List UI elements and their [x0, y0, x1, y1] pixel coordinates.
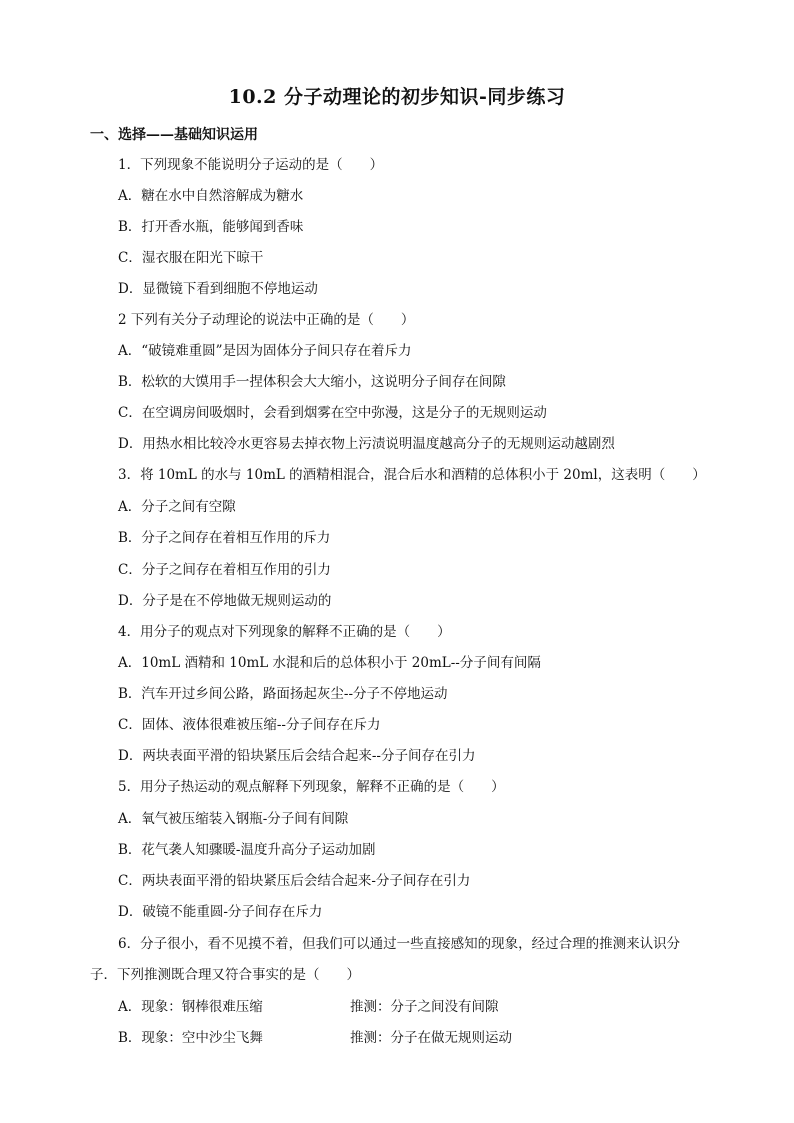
question-4-option-b: B．汽车开过乡间公路，路面扬起灰尘--分子不停地运动 — [118, 686, 448, 702]
question-3-option-c: C．分子之间存在着相互作用的引力 — [118, 562, 331, 578]
question-6-option-b-inference: 推测：分子在做无规则运动 — [350, 1030, 512, 1046]
question-2-option-a: A．“破镜难重圆”是因为固体分子间只存在着斥力 — [118, 343, 412, 359]
page-title: 10.2 分子动理论的初步知识-同步练习 — [228, 86, 566, 108]
question-5-option-b: B．花气袭人知骤暖-温度升高分子运动加剧 — [118, 842, 376, 858]
question-6-option-a-inference: 推测：分子之间没有间隙 — [350, 999, 499, 1015]
question-2-option-d: D．用热水相比较冷水更容易去掉衣物上污渍说明温度越高分子的无规则运动越剧烈 — [118, 436, 615, 452]
question-2-option-b: B．松软的大馍用手一捏体积会大大缩小，这说明分子间存在间隙 — [118, 374, 506, 390]
question-1-option-a: A．糖在水中自然溶解成为糖水 — [118, 188, 304, 204]
question-5-stem: 5．用分子热运动的观点解释下列现象，解释不正确的是（ ） — [118, 779, 505, 795]
question-6-option-b-phenomenon: B．现象：空中沙尘飞舞 — [118, 1030, 263, 1046]
question-2-option-c: C．在空调房间吸烟时，会看到烟雾在空中弥漫，这是分子的无规则运动 — [118, 405, 547, 421]
question-3-stem: 3．将 10mL 的水与 10mL 的酒精相混合，混合后水和酒精的总体积小于 20ml，这表明（ ） — [118, 467, 706, 483]
question-4-option-d: D．两块表面平滑的铅块紧压后会结合起来--分子间存在引力 — [118, 748, 476, 764]
question-3-option-d: D．分子是在不停地做无规则运动的 — [118, 593, 332, 609]
question-5-option-c: C．两块表面平滑的铅块紧压后会结合起来-分子间存在引力 — [118, 873, 471, 889]
question-1-option-b: B．打开香水瓶，能够闻到香味 — [118, 219, 304, 235]
question-2-stem: 2 下列有关分子动理论的说法中正确的是（ ） — [118, 312, 415, 328]
question-5-option-d: D．破镜不能重圆-分子间存在斥力 — [118, 904, 323, 920]
question-4-option-c: C．固体、液体很难被压缩--分子间存在斥力 — [118, 717, 381, 733]
question-4-stem: 4．用分子的观点对下列现象的解释不正确的是（ ） — [118, 624, 451, 640]
question-4-option-a: A．10mL 酒精和 10mL 水混和后的总体积小于 20mL--分子间有间隔 — [118, 655, 541, 671]
question-3-option-a: A．分子之间有空隙 — [118, 499, 236, 515]
question-6-stem-line1: 6．分子很小，看不见摸不着，但我们可以通过一些直接感知的现象，经过合理的推测来认识分 — [118, 936, 681, 952]
question-1-option-c: C．湿衣服在阳光下晾干 — [118, 250, 264, 266]
question-5-option-a: A．氧气被压缩装入钢瓶-分子间有间隙 — [118, 811, 349, 827]
question-3-option-b: B．分子之间存在着相互作用的斥力 — [118, 530, 331, 546]
section-heading: 一、选择——基础知识运用 — [90, 127, 258, 143]
question-6-stem-line2: 子．下列推测既合理又符合事实的是（ ） — [90, 967, 360, 983]
question-1-stem: 1．下列现象不能说明分子运动的是（ ） — [118, 157, 384, 173]
question-6-option-a-phenomenon: A．现象：钢棒很难压缩 — [118, 999, 263, 1015]
question-1-option-d: D．显微镜下看到细胞不停地运动 — [118, 281, 318, 297]
